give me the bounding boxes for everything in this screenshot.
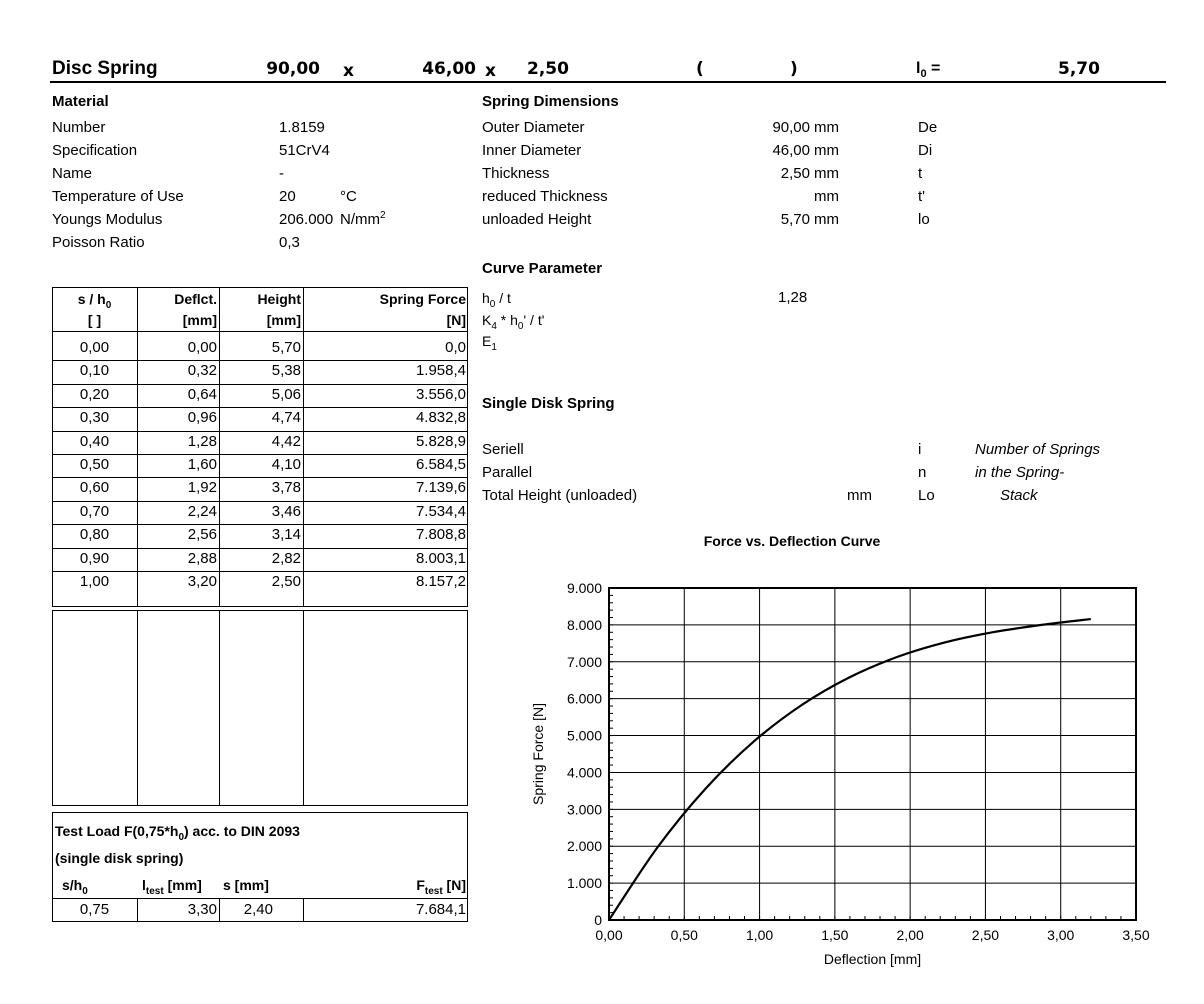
test-load-rule: [52, 898, 468, 899]
material-unit: $N/mm^2$: [340, 210, 386, 228]
material-label: Name: [52, 165, 93, 182]
test-load-col-header: $l_{test}$ [mm]: [142, 877, 202, 897]
table-header-unit: [mm]: [266, 312, 301, 328]
table-cell: 2,24: [187, 502, 217, 520]
test-load-col-header: $s/h_0$: [62, 877, 88, 897]
dimension-unit: mm: [814, 119, 839, 136]
table-cell: 4,10: [271, 456, 301, 473]
table-cell: 0,64: [187, 385, 217, 403]
table-cell: 0,20: [79, 385, 110, 403]
y-tick-label: 5.000: [566, 727, 602, 744]
table-row-rule: [52, 360, 468, 361]
table-cell: 5,06: [271, 385, 301, 403]
single-disk-symbol: i: [918, 441, 922, 458]
table-cell: 3,78: [271, 479, 301, 497]
x-tick-label: 2,50: [971, 927, 1000, 943]
paren-open: (: [696, 59, 704, 79]
material-label: Temperature of Use: [52, 188, 184, 205]
table-cell: 8.003,1: [415, 549, 466, 567]
single-disk-note: in the Spring-: [975, 464, 1065, 481]
plot-frame: [609, 588, 1136, 920]
page-title: Disc Spring: [52, 58, 158, 79]
curve-param-value: 1,28: [778, 289, 808, 306]
table-header-unit: [ ]: [87, 312, 102, 328]
table-cell: 3.556,0: [415, 385, 466, 403]
y-tick-label: 4.000: [566, 764, 602, 781]
material-value: 0,3: [279, 234, 300, 251]
y-tick-label: 8.000: [566, 616, 602, 633]
times-sign-1: x: [343, 61, 354, 81]
dimension-unit: mm: [814, 188, 839, 205]
x-tick-label: 1,50: [821, 927, 849, 943]
dimension-symbol: lo: [918, 211, 930, 228]
l0-value: 5,70: [1058, 59, 1100, 79]
dimension-symbol: De: [918, 119, 938, 136]
single-disk-note: Number of Springs: [975, 441, 1101, 458]
single-disk-label: Seriell: [482, 441, 524, 458]
x-tick-label: 3,50: [1122, 927, 1150, 943]
table-cell: 0,40: [79, 432, 110, 450]
table-cell: 0,70: [79, 502, 110, 520]
series-line: [609, 619, 1091, 920]
table-divider: [137, 610, 138, 806]
empty-table-block: [52, 610, 468, 806]
x-axis-label: Deflection [mm]: [823, 951, 922, 967]
material-value: 206.000: [279, 211, 334, 228]
dimension-symbol: t: [918, 165, 923, 182]
table-header-rule: [52, 331, 468, 332]
l0-label: $l_0$ =: [916, 60, 941, 81]
curve-parameter-heading: Curve Parameter: [482, 260, 603, 277]
table-cell: 8.157,2: [415, 573, 466, 590]
table-cell: 0,10: [79, 362, 110, 380]
table-cell: 0,80: [79, 526, 110, 544]
x-tick-label: 0,00: [595, 927, 623, 943]
dimension-symbol: Di: [918, 142, 933, 159]
y-tick-label: 7.000: [566, 653, 602, 670]
y-tick-label: 1.000: [566, 875, 602, 892]
test-load-value: 3,30: [187, 901, 217, 918]
table-cell: 1.958,4: [415, 362, 466, 380]
material-label: Specification: [52, 142, 138, 159]
table-row-rule: [52, 571, 468, 572]
table-cell: 7.139,6: [415, 479, 466, 497]
material-label: Youngs Modulus: [52, 211, 163, 228]
dimension-label: unloaded Height: [482, 211, 592, 228]
curve-param-label-k4: $K_4 * h_0'$ / t': [482, 312, 545, 332]
dimension-label: Thickness: [482, 165, 550, 182]
single-disk-symbol: n: [918, 464, 927, 481]
y-tick-label: 3.000: [566, 801, 602, 818]
table-cell: 3,20: [187, 573, 217, 590]
table-row-rule: [52, 477, 468, 478]
table-row-rule: [52, 548, 468, 549]
table-header: Height: [257, 291, 301, 307]
table-row-rule: [52, 431, 468, 432]
table-cell: 0,00: [187, 339, 217, 356]
test-load-value: 0,75: [79, 901, 110, 918]
material-label: Poisson Ratio: [52, 234, 145, 251]
table-cell: 0,00: [79, 339, 110, 356]
material-value: 51CrV4: [279, 142, 330, 159]
table-row-rule: [52, 524, 468, 525]
table-cell: 0,30: [79, 409, 110, 427]
table-cell: 2,82: [271, 549, 301, 567]
test-load-col-header: $F_{test}$ [N]: [416, 877, 466, 897]
dimension-value: 90,00: [772, 119, 810, 136]
single-disk-symbol: Lo: [918, 487, 935, 504]
dimension-value: 2,50: [780, 165, 810, 182]
header-rule: [50, 81, 1166, 83]
table-cell: 4,74: [271, 409, 301, 427]
x-tick-label: 2,00: [896, 927, 924, 943]
times-sign-2: x: [485, 61, 496, 81]
thickness-header: 2,50: [527, 59, 569, 79]
table-cell: 1,92: [187, 479, 217, 497]
dimension-unit: mm: [814, 142, 839, 159]
table-cell: 6.584,5: [415, 456, 466, 473]
table-divider: [303, 610, 304, 806]
dimension-symbol: t': [918, 188, 926, 205]
inner-diameter-header: 46,00: [422, 59, 476, 79]
paren-close: ): [790, 59, 798, 79]
y-tick-label: 6.000: [566, 690, 602, 707]
table-cell: 3,14: [271, 526, 301, 544]
material-unit: °C: [340, 188, 357, 205]
x-tick-label: 0,50: [670, 927, 698, 943]
table-cell: 7.808,8: [415, 526, 466, 544]
table-cell: 5,70: [271, 339, 301, 356]
table-header: s / $h_0$: [77, 291, 112, 311]
dimension-value: 46,00: [772, 142, 810, 159]
test-load-subtitle: (single disk spring): [55, 850, 184, 866]
test-load-value: 7.684,1: [415, 901, 466, 918]
table-cell: 0,90: [79, 549, 110, 567]
table-cell: 0,0: [445, 339, 466, 356]
dimensions-heading: Spring Dimensions: [482, 93, 619, 110]
dimension-label: Inner Diameter: [482, 142, 582, 159]
single-disk-label: Parallel: [482, 464, 533, 481]
table-cell: 1,28: [187, 432, 217, 450]
dimension-unit: mm: [814, 165, 839, 182]
material-label: Number: [52, 119, 106, 136]
single-disk-heading: Single Disk Spring: [482, 395, 615, 412]
table-cell: 2,88: [187, 549, 217, 567]
table-cell: 7.534,4: [415, 502, 466, 520]
material-value: -: [279, 165, 284, 182]
material-heading: Material: [52, 93, 109, 110]
material-value: 1.8159: [279, 119, 325, 136]
y-tick-label: 9.000: [566, 580, 602, 596]
table-cell: 5,38: [271, 362, 301, 380]
table-cell: 2,56: [187, 526, 217, 544]
table-row-rule: [52, 407, 468, 408]
test-load-value: 2,40: [243, 901, 273, 918]
table-cell: 4,42: [271, 432, 301, 450]
table-header-unit: [mm]: [182, 312, 217, 328]
table-cell: 2,50: [271, 573, 301, 590]
y-tick-label: 0: [594, 912, 602, 928]
test-load-col-header: s [mm]: [223, 877, 269, 893]
single-disk-label: Total Height (unloaded): [482, 487, 638, 504]
dimension-label: Outer Diameter: [482, 119, 585, 136]
test-load-title: Test Load $F(0,75*h_0)$ acc. to DIN 2093: [55, 823, 300, 843]
table-cell: 3,46: [271, 502, 301, 520]
single-disk-note: Stack: [1000, 487, 1038, 504]
table-row-rule: [52, 384, 468, 385]
table-cell: 0,60: [79, 479, 110, 497]
table-row-rule: [52, 454, 468, 455]
x-tick-label: 3,00: [1047, 927, 1075, 943]
table-row-rule: [52, 501, 468, 502]
dimension-unit: mm: [814, 211, 839, 228]
curve-param-label-h0t: $h_0$ / t: [482, 290, 511, 310]
material-value: 20: [279, 188, 296, 205]
table-cell: 0,96: [187, 409, 217, 427]
table-cell: 1,60: [187, 456, 217, 473]
x-tick-label: 1,00: [745, 927, 774, 943]
outer-diameter-header: 90,00: [266, 59, 320, 79]
chart-title: Force vs. Deflection Curve: [703, 533, 881, 549]
table-cell: 1,00: [79, 573, 110, 590]
y-tick-label: 2.000: [566, 838, 602, 855]
single-disk-unit: mm: [847, 487, 872, 504]
dimension-value: 5,70: [780, 211, 810, 228]
y-axis-label: Spring Force [N]: [530, 703, 546, 805]
curve-param-label-e1: $E_1$: [482, 333, 497, 353]
table-cell: 0,50: [79, 456, 110, 473]
table-cell: 5.828,9: [415, 432, 466, 450]
table-header-unit: [N]: [446, 312, 466, 328]
table-header: Deflct.: [174, 291, 217, 307]
dimension-label: reduced Thickness: [482, 188, 608, 205]
table-cell: 4.832,8: [415, 409, 466, 427]
table-cell: 0,32: [187, 362, 217, 380]
table-header: Spring Force: [379, 291, 466, 307]
table-divider: [219, 610, 220, 806]
